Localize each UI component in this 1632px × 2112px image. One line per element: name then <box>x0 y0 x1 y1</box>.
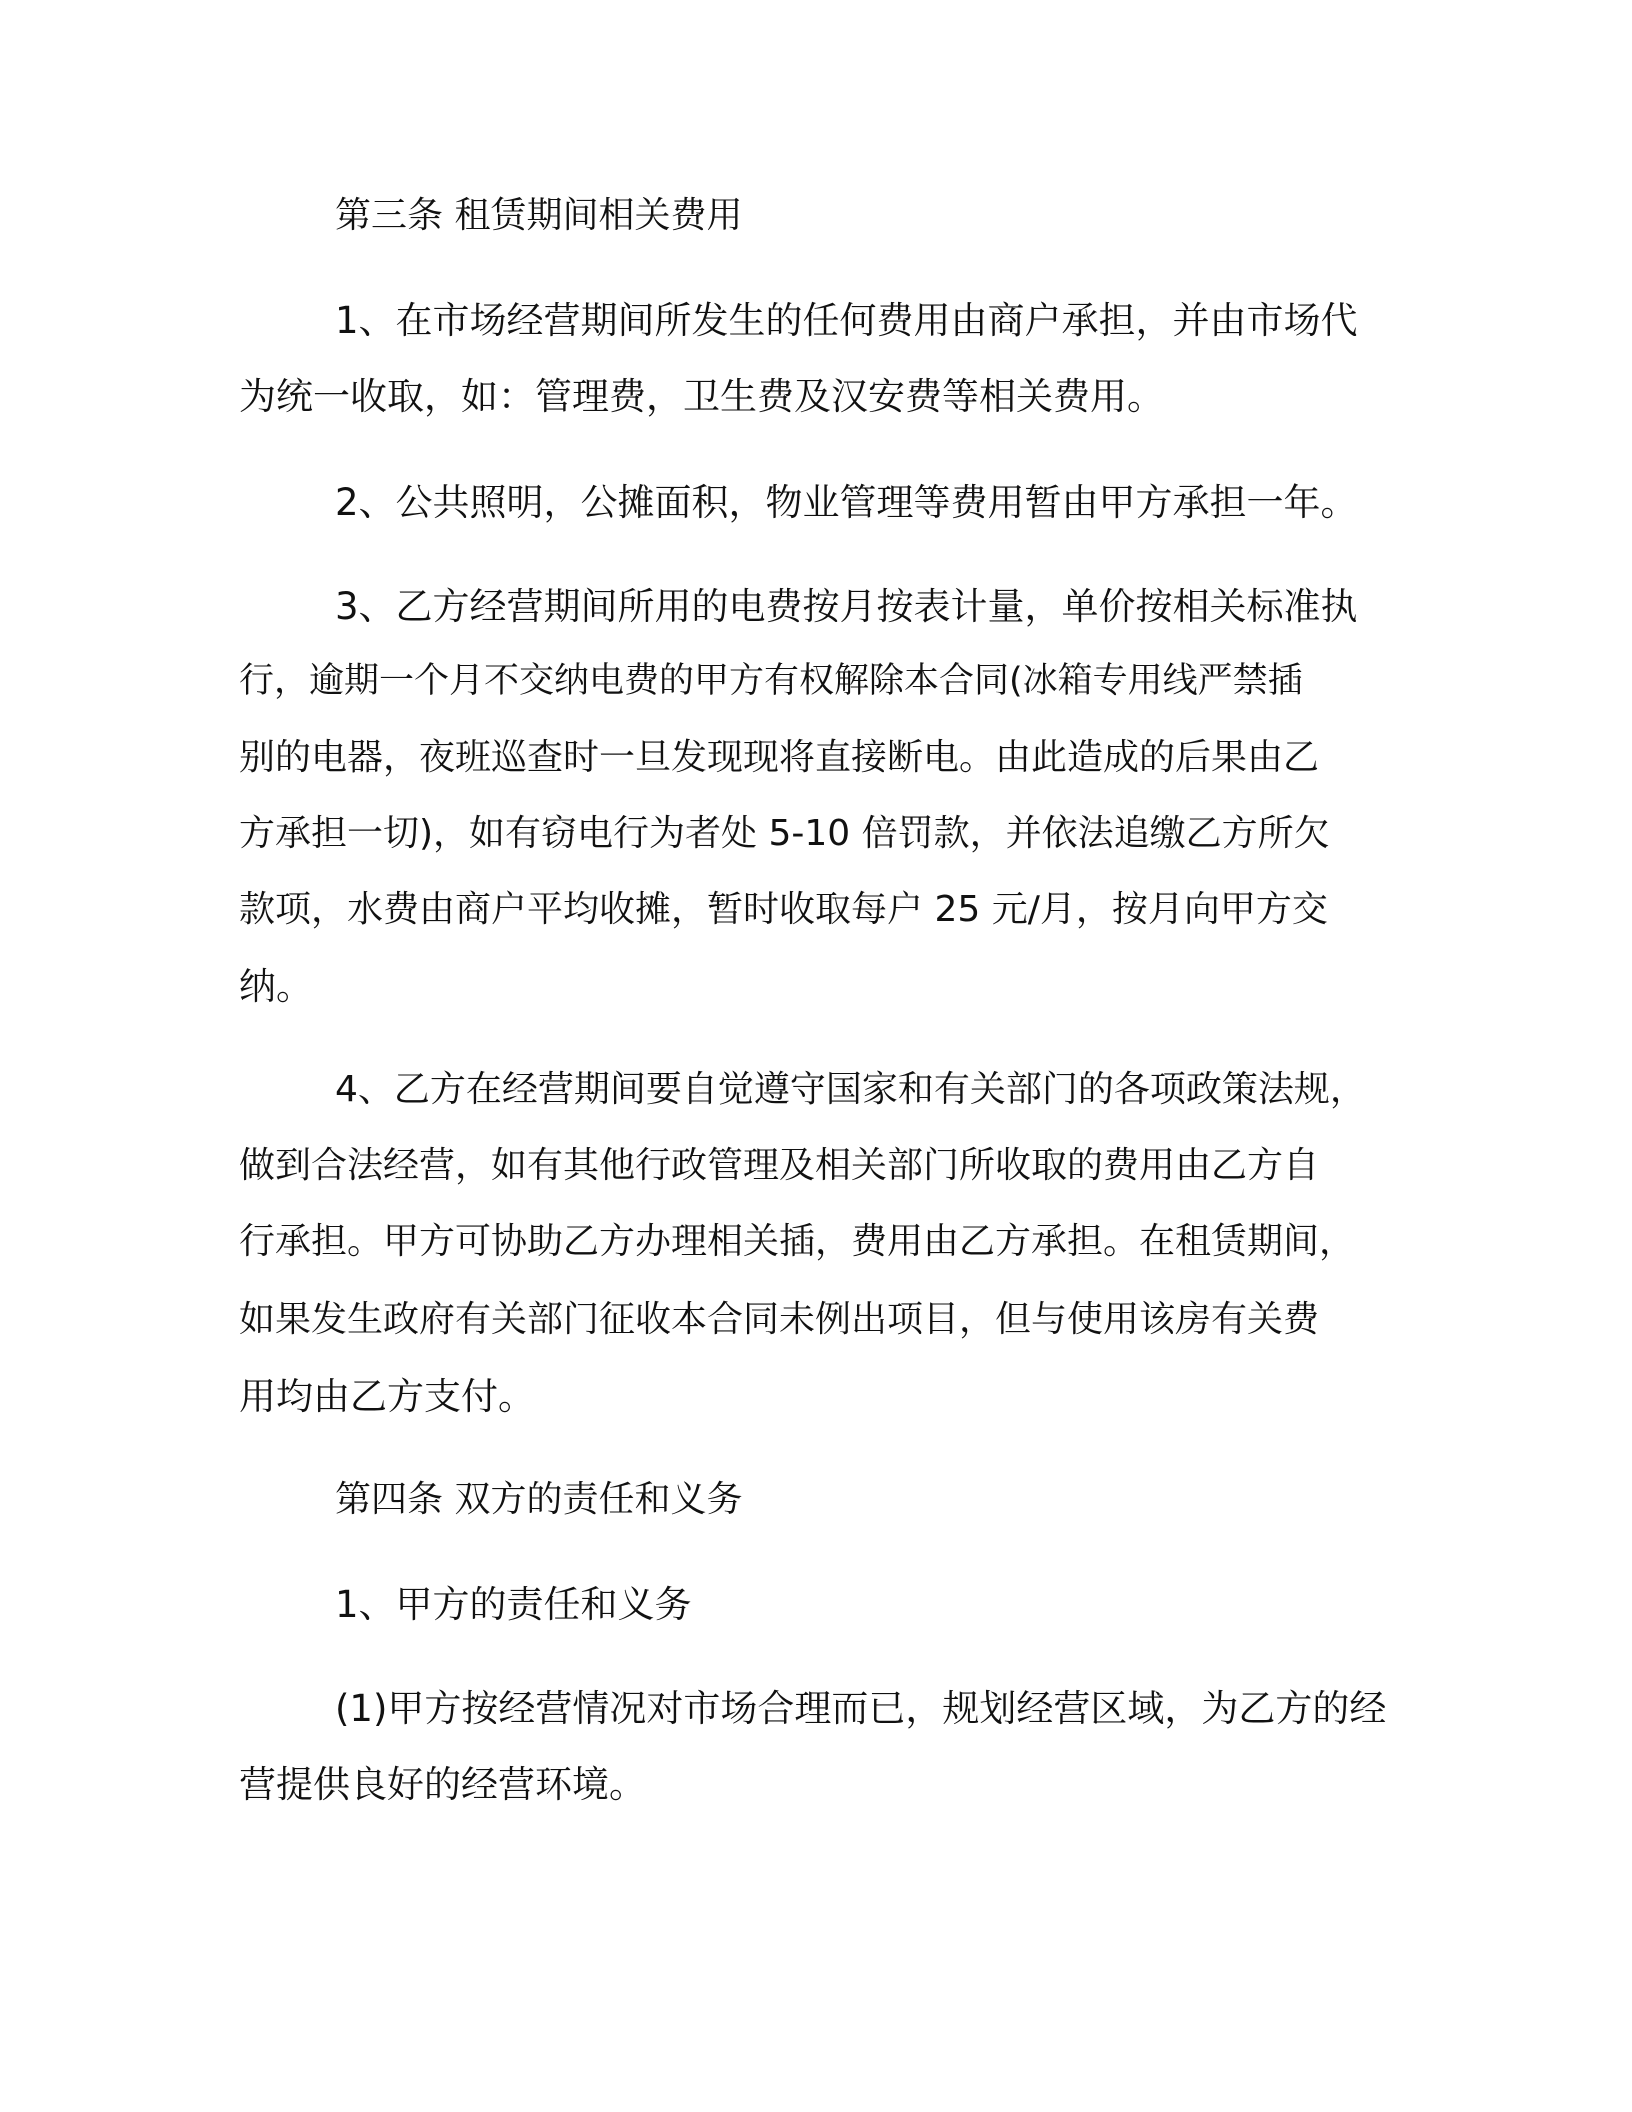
paragraph-line: 行，逾期一个月不交纳电费的甲方有权解除本合同(冰箱专用线严禁插 <box>239 661 1303 701</box>
paragraph-line: 方承担一切)，如有窃电行为者处 5-10 倍罚款，并依法追缴乙方所欠 <box>239 813 1330 854</box>
section-heading-article-4: 第四条 双方的责任和义务 <box>335 1479 743 1520</box>
paragraph-line: 4、乙方在经营期间要自觉遵守国家和有关部门的各项政策法规， <box>335 1069 1366 1110</box>
paragraph-line: 营提供良好的经营环境。 <box>239 1763 646 1806</box>
paragraph-line: 为统一收取，如：管理费，卫生费及汉安费等相关费用。 <box>239 375 1164 418</box>
paragraph-line: 纳。 <box>239 965 313 1008</box>
paragraph-line: 款项，水费由商户平均收摊，暂时收取每户 25 元/月，按月向甲方交 <box>239 889 1328 930</box>
paragraph-line: 做到合法经营，如有其他行政管理及相关部门所收取的费用由乙方自 <box>239 1145 1320 1186</box>
paragraph-line: 行承担。甲方可协助乙方办理相关插，费用由乙方承担。在租赁期间， <box>239 1221 1356 1262</box>
section-heading-article-3: 第三条 租赁期间相关费用 <box>335 195 743 236</box>
paragraph-line: (1)甲方按经营情况对市场合理而已，规划经营区域，为乙方的经 <box>335 1687 1387 1730</box>
paragraph-line: 用均由乙方支付。 <box>239 1375 535 1418</box>
paragraph-line: 2、公共照明，公摊面积，物业管理等费用暂由甲方承担一年。 <box>335 481 1358 524</box>
paragraph-line: 3、乙方经营期间所用的电费按月按表计量，单价按相关标准执 <box>335 585 1358 628</box>
subsection-heading: 1、甲方的责任和义务 <box>335 1583 692 1626</box>
paragraph-line: 1、在市场经营期间所发生的任何费用由商户承担，并由市场代 <box>335 299 1358 342</box>
paragraph-line: 如果发生政府有关部门征收本合同未例出项目，但与使用该房有关费 <box>239 1299 1320 1340</box>
paragraph-line: 别的电器，夜班巡查时一旦发现现将直接断电。由此造成的后果由乙 <box>239 737 1320 778</box>
